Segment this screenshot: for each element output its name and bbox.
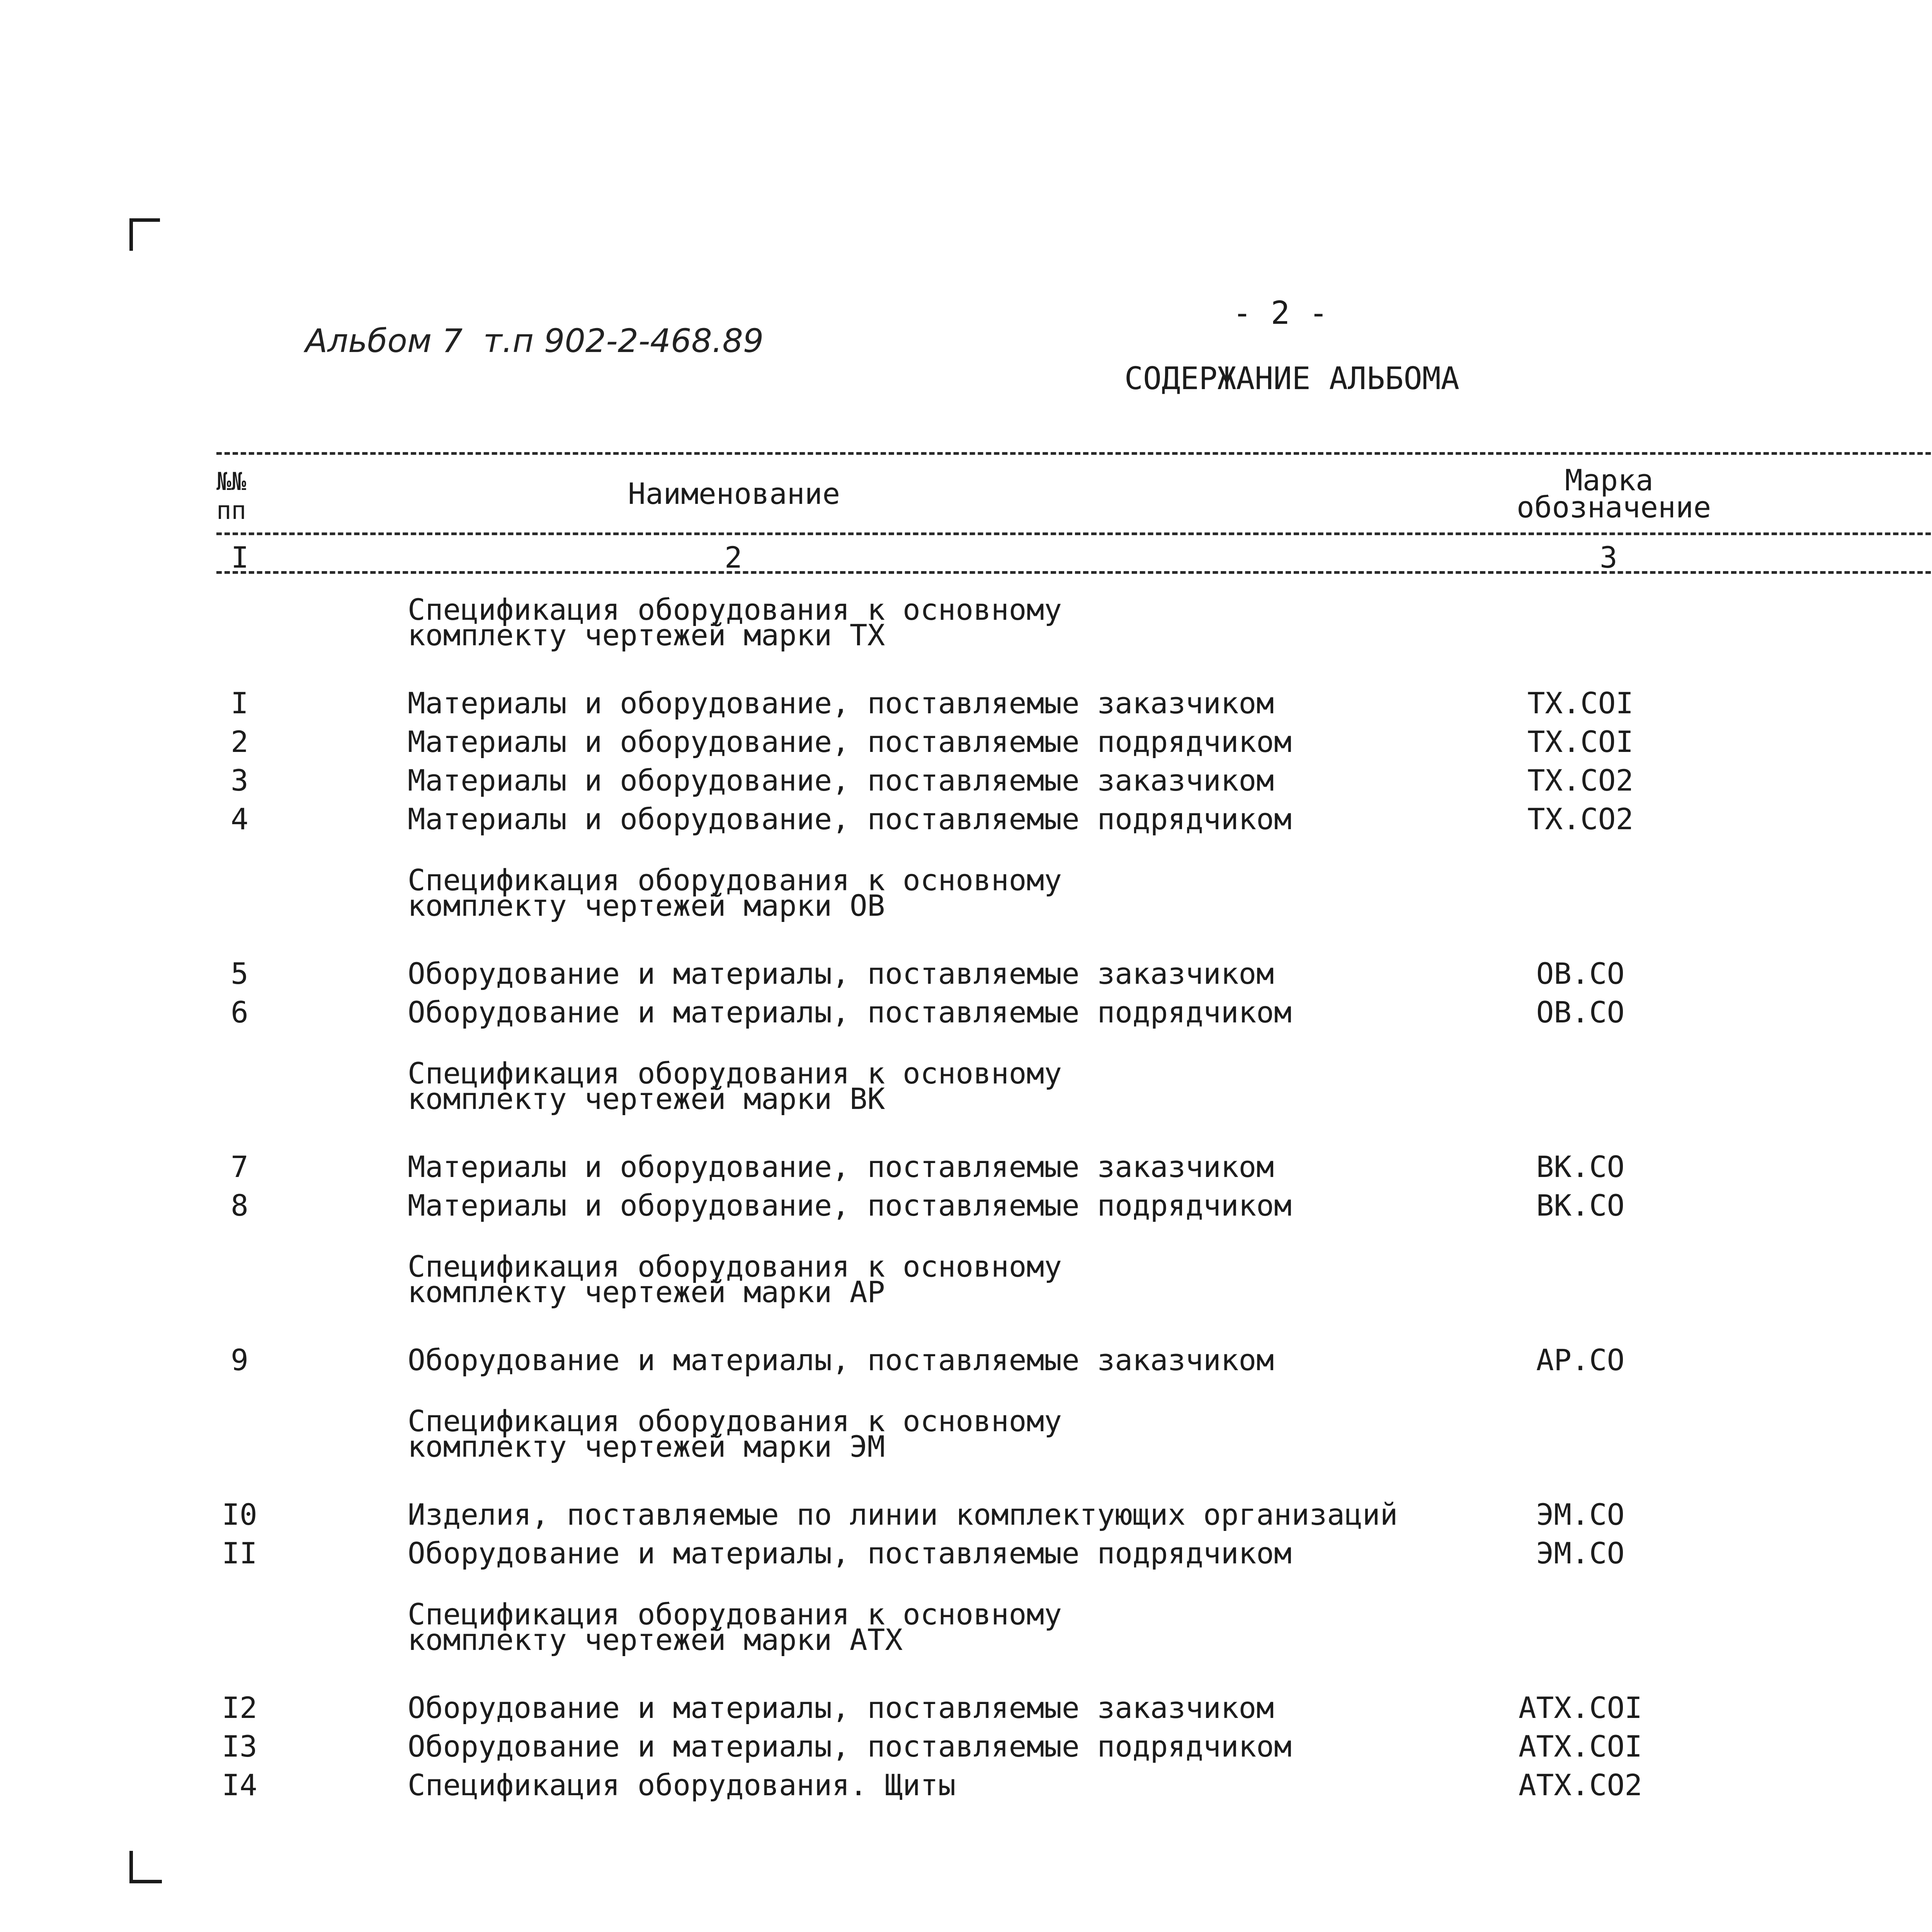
table-row: 2 Материалы и оборудование, поставляемые подрядчиком ТХ.СОI: [231, 724, 1634, 759]
table-top-rule: [216, 452, 1932, 455]
header-mark-line1: Марка: [1565, 463, 1653, 497]
column-numbers-rule: [216, 571, 1932, 574]
table-row: I3 Оборудование и материалы, поставляемые подрядчиком АТХ.СОI: [222, 1729, 1643, 1764]
column-number-1: I: [231, 540, 249, 575]
column-number-2: 2: [724, 540, 742, 575]
section-title-ar: Спецификация оборудования к основному комплекту чертежей марки АР: [408, 1249, 1062, 1309]
table-row: I Материалы и оборудование, поставляемые заказчиком ТХ.СОI: [231, 686, 1634, 720]
crop-mark-top-left: [129, 218, 160, 251]
header-mark-line2: обозначение: [1517, 490, 1711, 524]
header-divider-rule: [216, 532, 1932, 535]
table-row: 4 Материалы и оборудование, поставляемые подрядчиком ТХ.СО2: [231, 802, 1634, 836]
table-row: 8 Материалы и оборудование, поставляемые подрядчиком ВК.СО: [231, 1188, 1625, 1223]
header-num-line1: №№: [216, 468, 247, 496]
table-row: II Оборудование и материалы, поставляемые подрядчиком ЭМ.СО: [222, 1536, 1625, 1570]
handwritten-album-reference: Альбом 7 т.п 902-2-468.89: [305, 322, 764, 360]
table-row: 6 Оборудование и материалы, поставляемые подрядчиком ОВ.СО: [231, 995, 1625, 1029]
table-row: 7 Материалы и оборудование, поставляемые заказчиком ВК.СО: [231, 1150, 1625, 1184]
table-row: 9 Оборудование и материалы, поставляемые заказчиком АР.СО: [231, 1343, 1625, 1377]
table-row: I0 Изделия, поставляемые по линии комплектующих организаций ЭМ.СО: [222, 1497, 1625, 1532]
header-num-line2: пп: [216, 497, 247, 525]
section-title-ov: Спецификация оборудования к основному комплекту чертежей марки ОВ: [408, 863, 1062, 923]
section-title-atx: Спецификация оборудования к основному комплекту чертежей марки АТХ: [408, 1597, 1062, 1657]
section-title-em: Спецификация оборудования к основному комплекту чертежей марки ЭМ: [408, 1404, 1062, 1464]
table-row: 5 Оборудование и материалы, поставляемые заказчиком ОВ.СО: [231, 956, 1625, 991]
page-number: - 2 -: [1233, 295, 1328, 332]
column-number-3: 3: [1600, 540, 1617, 575]
table-row: 3 Материалы и оборудование, поставляемые заказчиком ТХ.СО2: [231, 763, 1634, 798]
section-title-tx: Спецификация оборудования к основному комплекту чертежей марки ТХ: [408, 592, 1062, 652]
table-row: I2 Оборудование и материалы, поставляемые заказчиком АТХ.СОI: [222, 1690, 1643, 1725]
page-title: СОДЕРЖАНИЕ АЛЬБОМА: [1124, 361, 1459, 396]
crop-mark-bottom-left: [129, 1851, 162, 1883]
section-title-vk: Спецификация оборудования к основному комплекту чертежей марки ВК: [408, 1056, 1062, 1116]
table-row: I4 Спецификация оборудования. Щиты АТХ.СО2: [222, 1768, 1643, 1802]
header-name: Наименование: [628, 476, 840, 511]
